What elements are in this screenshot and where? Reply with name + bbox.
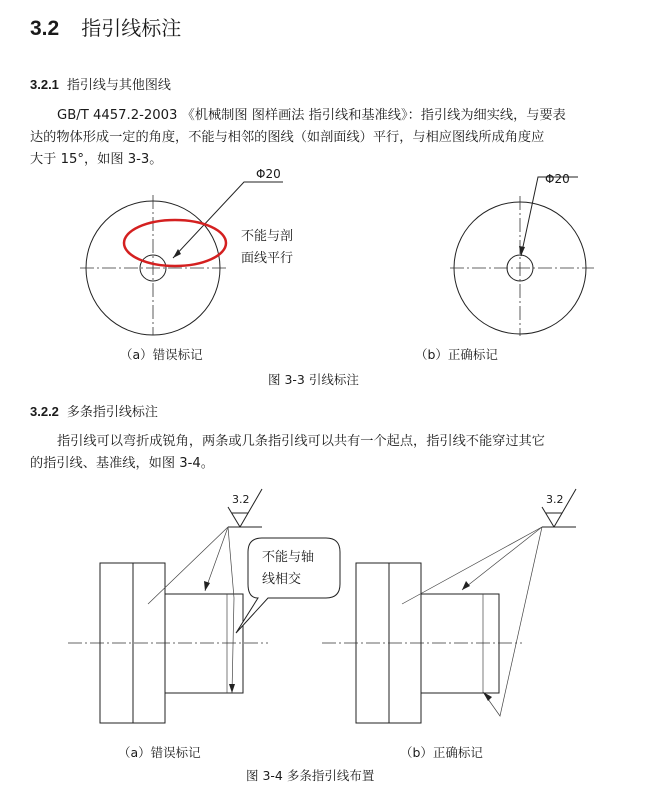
fig33-caption: 图 3-3 引线标注 [268,372,359,387]
fig34-bubble-line-1: 不能与轴 [262,550,315,565]
fig34-bubble-line-2: 线相交 [262,572,302,587]
fig34-caption-a: （a）错误标记 [118,745,201,760]
highlight-ellipse [124,220,226,266]
fig33-caption-b: （b）正确标记 [415,347,498,362]
fig34-caption: 图 3-4 多条指引线布置 [246,768,375,783]
subsection-number-2: 3.2.2 [30,404,59,419]
subsection-title-1: 指引线与其他图线 [66,78,171,93]
section-number: 3.2 [30,17,60,40]
fig34-caption-b: （b）正确标记 [400,745,483,760]
fig34-b-drawing [322,489,576,723]
fig33-b-drawing [450,177,594,336]
paragraph-2-line-1: 指引线可以弯折成锐角，两条或几条指引线可以共有一个起点，指引线不能穿过其它 [57,434,545,449]
fig34-rough-b: 3.2 [546,493,564,506]
paragraph-2-line-2: 的指引线、基准线，如图 3-4。 [30,456,214,471]
paragraph-1-line-1: GB/T 4457.2-2003 《机械制图 图样画法 指引线和基准线》：指引线为细实线，与要表 [57,108,566,123]
paragraph-1-line-3: 大于 15°，如图 3-3。 [30,152,163,167]
section-title: 指引线标注 [81,16,182,40]
subsection-heading-2 [30,401,158,420]
subsection-number-1: 3.2.1 [30,77,59,92]
fig33-caption-a: （a）错误标记 [120,347,203,362]
paragraph-1-line-2: 达的物体形成一定的角度，不能与相邻的图线（如剖面线）平行，与相应图线所成角度应 [30,130,545,145]
subsection-title-2: 多条指引线标注 [66,405,158,420]
fig33-note-line-1: 不能与剖 [241,229,294,244]
fig34-rough-a: 3.2 [232,493,250,506]
fig33-note-line-2: 面线平行 [241,251,294,266]
fig33-dim-a: Φ20 [256,167,281,181]
fig34-a-drawing [68,489,340,723]
fig33-dim-b: Φ20 [545,172,570,186]
